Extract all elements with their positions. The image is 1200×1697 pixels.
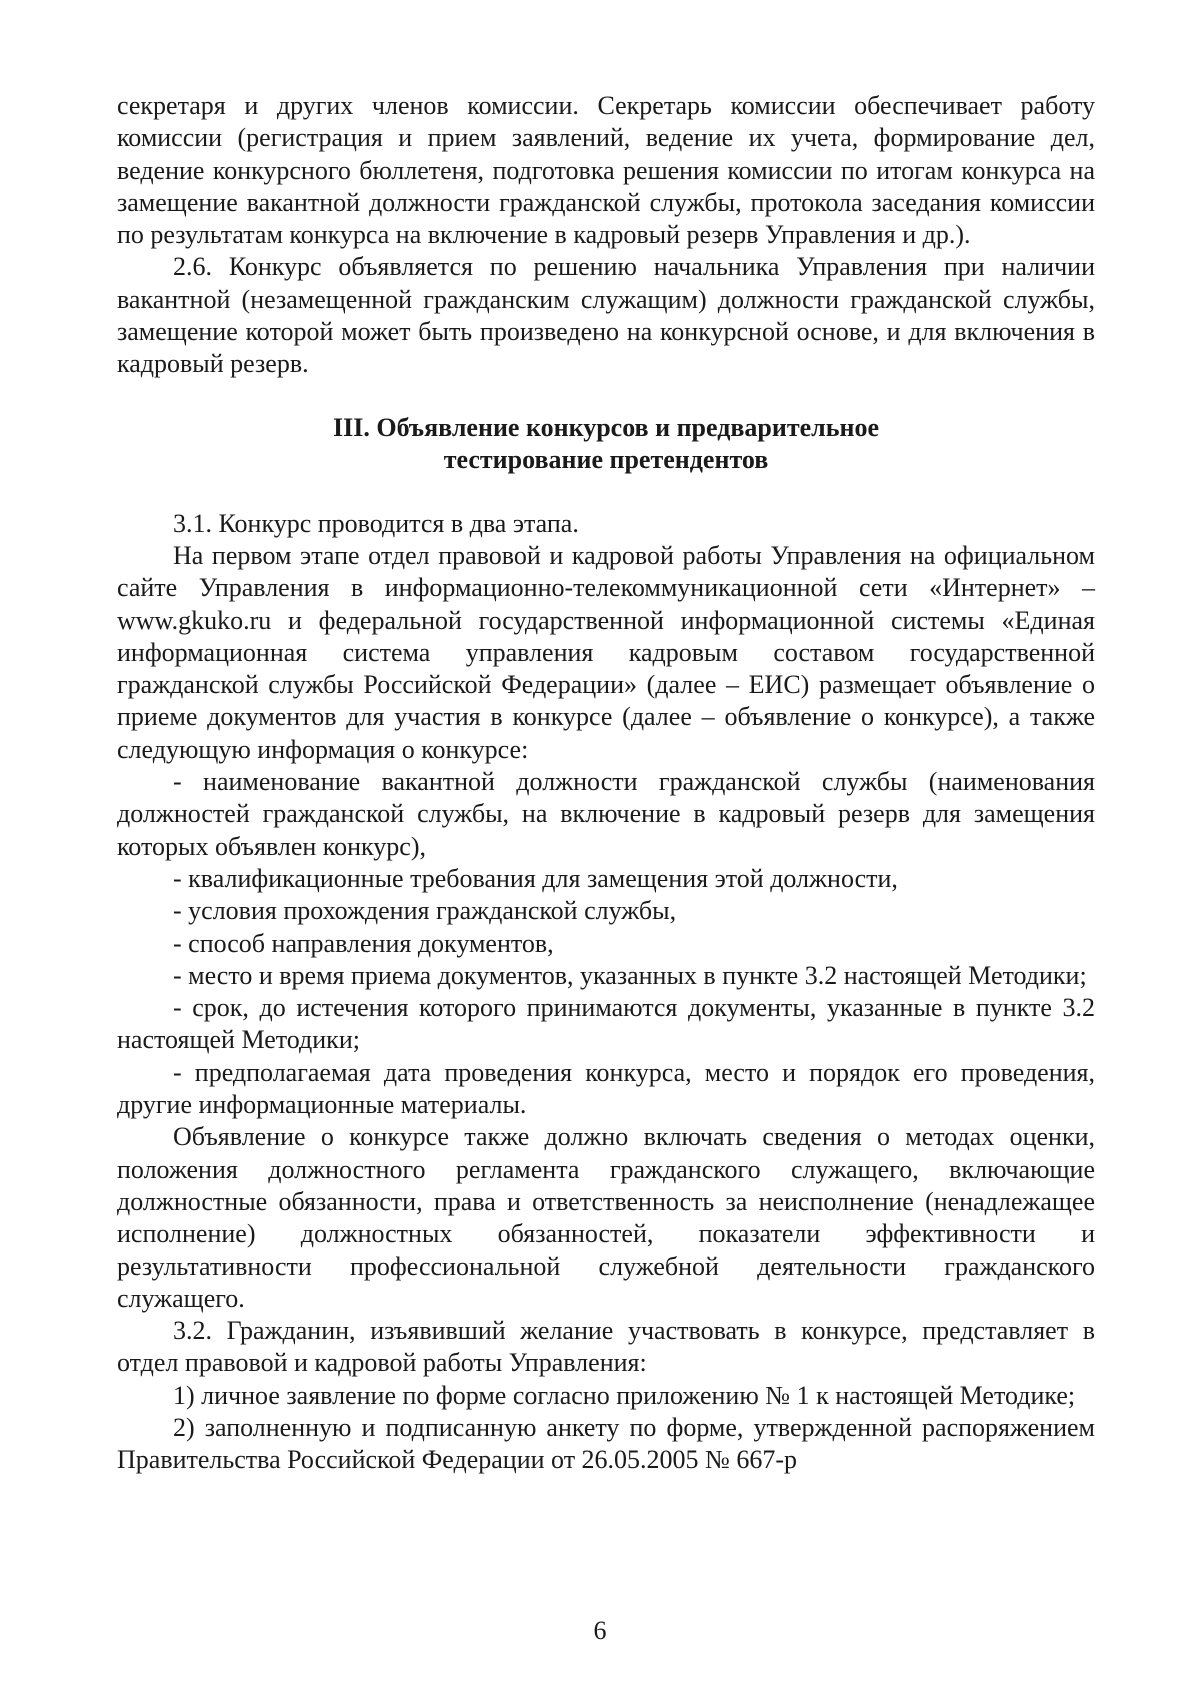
paragraph-commission-secretary: секретаря и других членов комиссии. Секретарь комиссии обеспечивает работу комиссии (регистрация и прием заявлений, ведение их учета, формирование дел, ведение конкурсного бюллетеня, подготовка решения комиссии по итогам конкурса на замещение вакантной должности гражданской службы, протокола заседания комиссии по результатам конкурса на включение в кадровый резерв Управления и др.). <box>117 91 1095 250</box>
section-heading-line-2: тестирование претендентов <box>443 444 769 474</box>
paragraph-2-6: 2.6. Конкурс объявляется по решению начальника Управления при наличии вакантной (незамещенной гражданским служащим) должности гражданской службы, замещение которой может быть произведено на конкурсной основе, и для включения в кадровый резерв. <box>117 252 1095 379</box>
paragraph-3-1: 3.1. Конкурс проводится в два этапа. <box>173 508 579 538</box>
paragraph-first-stage: На первом этапе отдел правовой и кадровой работы Управления на официальном сайте Управления в информационно-телекоммуникационной сети «Интернет» – www.gkuko.ru и федеральной государственной информационной системы «Единая информационная система управления кадровым составом государственной гражданской службы Российской Федерации» (далее – ЕИС) размещает объявление о приеме документов для участия в конкурсе (далее – объявление о конкурсе), а также следующую информация о конкурсе: <box>117 540 1095 764</box>
list-item-vacancy-name: - наименование вакантной должности гражданской службы (наименования должностей гражданской службы, на включение в кадровый резерв для замещения которых объявлен конкурс), <box>117 767 1095 861</box>
list-item-application: 1) личное заявление по форме согласно приложению № 1 к настоящей Методике; <box>173 1380 1076 1410</box>
document-page <box>117 90 1095 1477</box>
paragraph-3-2: 3.2. Гражданин, изъявивший желание участвовать в конкурсе, представляет в отдел правовой и кадровой работы Управления: <box>117 1316 1095 1378</box>
list-item-questionnaire: 2) заполненную и подписанную анкету по форме, утвержденной распоряжением Правительства Российской Федерации от 26.05.2005 № 667-р <box>117 1412 1095 1475</box>
list-item-deadline: - срок, до истечения которого принимаются документы, указанные в пункте 3.2 настоящей Методики; <box>117 993 1095 1055</box>
list-item-service-conditions: - условия прохождения гражданской службы, <box>173 896 677 926</box>
section-heading-line-1: III. Объявление конкурсов и предварительное <box>332 412 880 442</box>
list-item-qualification: - квалификационные требования для замещения этой должности, <box>173 863 898 893</box>
list-item-contest-date: - предполагаемая дата проведения конкурса, место и порядок его проведения, другие информационные материалы. <box>117 1057 1095 1120</box>
list-item-place-time: - место и время приема документов, указанных в пункте 3.2 настоящей Методики; <box>173 960 1087 990</box>
section-heading <box>117 412 1095 476</box>
page-number: 6 <box>593 1616 607 1645</box>
list-item-submission-method: - способ направления документов, <box>173 928 554 958</box>
paragraph-announcement-content: Объявление о конкурсе также должно включать сведения о методах оценки, положения должностного регламента гражданского служащего, включающие должностные обязанности, права и ответственность за неисполнение (ненадлежащее исполнение) должностных обязанностей, показатели эффективности и результативности профессиональной служебной деятельности гражданского служащего. <box>117 1122 1095 1313</box>
